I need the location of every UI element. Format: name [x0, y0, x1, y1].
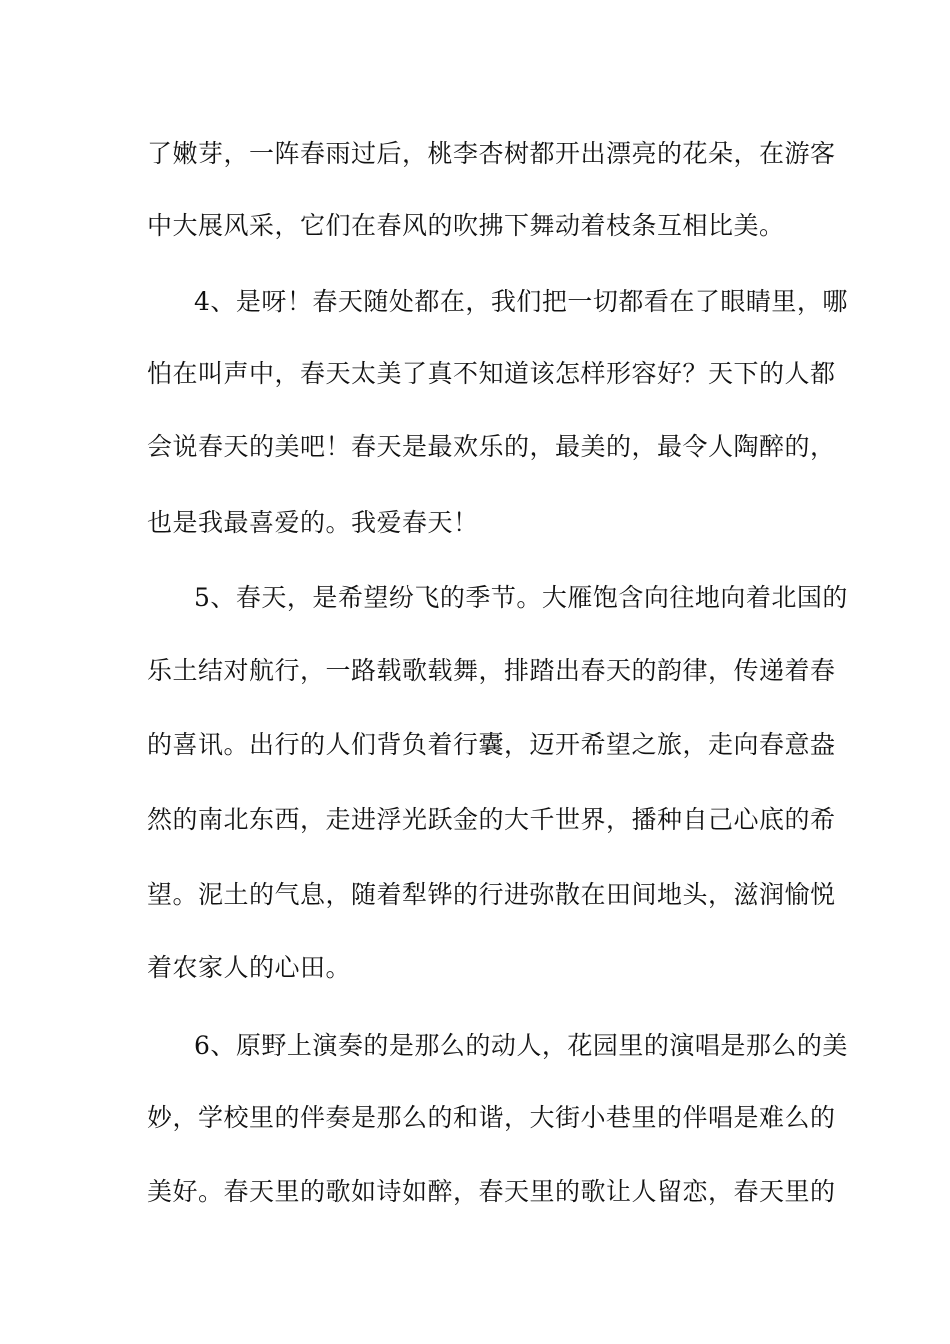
text-line: 望。泥土的气息，随着犁铧的行进弥散在田间地头，滋润愉悦: [147, 880, 836, 909]
paragraph-start-line: 5、春天，是希望纷飞的季节。大雁饱含向往地向着北国的: [194, 583, 848, 612]
paragraph-start-line: 6、原野上演奏的是那么的动人，花园里的演唱是那么的美: [194, 1031, 848, 1060]
paragraph-start-line: 4、是呀！春天随处都在，我们把一切都看在了眼睛里，哪: [194, 287, 848, 316]
text-line: 乐土结对航行，一路载歌载舞，排踏出春天的韵律，传递着春: [147, 656, 836, 685]
text-line: 的喜讯。出行的人们背负着行囊，迈开希望之旅，走向春意盎: [147, 730, 836, 759]
text-line: 了嫩芽，一阵春雨过后，桃李杏树都开出漂亮的花朵，在游客: [147, 139, 836, 168]
text-line: 中大展风采，它们在春风的吹拂下舞动着枝条互相比美。: [147, 211, 785, 240]
text-line: 会说春天的美吧！春天是最欢乐的，最美的，最令人陶醉的，: [147, 432, 836, 461]
text-line: 美好。春天里的歌如诗如醉，春天里的歌让人留恋，春天里的: [147, 1177, 836, 1206]
text-line: 怕在叫声中，春天太美了真不知道该怎样形容好？天下的人都: [147, 359, 836, 388]
text-line: 着农家人的心田。: [147, 953, 352, 982]
text-line: 也是我最喜爱的。我爱春天！: [147, 508, 479, 537]
text-line: 妙，学校里的伴奏是那么的和谐，大街小巷里的伴唱是难么的: [147, 1103, 836, 1132]
text-line: 然的南北东西，走进浮光跃金的大千世界，播种自己心底的希: [147, 805, 836, 834]
